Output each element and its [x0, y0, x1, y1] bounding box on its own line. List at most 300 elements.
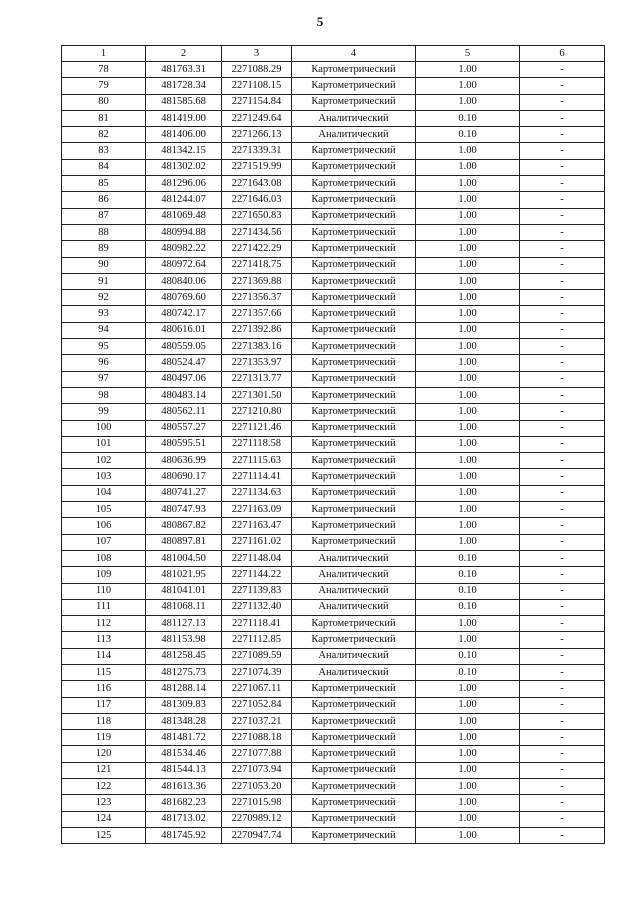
- table-row: [62, 355, 605, 371]
- table-row: [62, 224, 605, 240]
- y-coordinate-cell: 2271353.97: [222, 355, 292, 371]
- note-cell: -: [520, 339, 605, 355]
- method-cell: Картометрический: [292, 502, 416, 518]
- note-cell: -: [520, 224, 605, 240]
- y-coordinate-cell: 2271519.99: [222, 159, 292, 175]
- x-coordinate-cell: 480982.22: [146, 241, 222, 257]
- table-row: [62, 159, 605, 175]
- accuracy-cell: 0.10: [416, 110, 520, 126]
- x-coordinate-cell: 480636.99: [146, 453, 222, 469]
- accuracy-cell: 1.00: [416, 241, 520, 257]
- point-number-cell: 102: [62, 453, 146, 469]
- x-coordinate-cell: 481544.13: [146, 762, 222, 778]
- method-cell: Аналитический: [292, 664, 416, 680]
- accuracy-cell: 1.00: [416, 78, 520, 94]
- note-cell: -: [520, 648, 605, 664]
- point-number-cell: 119: [62, 730, 146, 746]
- table-row: [62, 404, 605, 420]
- point-number-cell: 104: [62, 485, 146, 501]
- method-cell: Картометрический: [292, 453, 416, 469]
- table-row: [62, 746, 605, 762]
- point-number-cell: 98: [62, 387, 146, 403]
- point-number-cell: 112: [62, 616, 146, 632]
- table-row: [62, 730, 605, 746]
- table-row: [62, 208, 605, 224]
- method-cell: Картометрический: [292, 616, 416, 632]
- method-cell: Картометрический: [292, 795, 416, 811]
- accuracy-cell: 1.00: [416, 306, 520, 322]
- method-cell: Картометрический: [292, 273, 416, 289]
- method-cell: Картометрический: [292, 534, 416, 550]
- accuracy-cell: 1.00: [416, 534, 520, 550]
- method-cell: Аналитический: [292, 599, 416, 615]
- header-cell: 2: [146, 46, 222, 62]
- method-cell: Аналитический: [292, 550, 416, 566]
- accuracy-cell: 1.00: [416, 730, 520, 746]
- note-cell: -: [520, 795, 605, 811]
- table-row: [62, 648, 605, 664]
- method-cell: Картометрический: [292, 192, 416, 208]
- note-cell: -: [520, 159, 605, 175]
- note-cell: -: [520, 827, 605, 843]
- table-header: [62, 46, 605, 62]
- method-cell: Картометрический: [292, 371, 416, 387]
- y-coordinate-cell: 2271121.46: [222, 420, 292, 436]
- point-number-cell: 118: [62, 713, 146, 729]
- accuracy-cell: 1.00: [416, 290, 520, 306]
- y-coordinate-cell: 2271053.20: [222, 779, 292, 795]
- header-cell: 4: [292, 46, 416, 62]
- x-coordinate-cell: 481613.36: [146, 779, 222, 795]
- point-number-cell: 125: [62, 827, 146, 843]
- point-number-cell: 109: [62, 567, 146, 583]
- table-row: [62, 436, 605, 452]
- x-coordinate-cell: 481713.02: [146, 811, 222, 827]
- table-row: [62, 762, 605, 778]
- x-coordinate-cell: 480897.81: [146, 534, 222, 550]
- method-cell: Аналитический: [292, 110, 416, 126]
- note-cell: -: [520, 485, 605, 501]
- note-cell: -: [520, 62, 605, 78]
- table-row: [62, 94, 605, 110]
- table-row: [62, 469, 605, 485]
- method-cell: Картометрический: [292, 241, 416, 257]
- x-coordinate-cell: 480595.51: [146, 436, 222, 452]
- note-cell: -: [520, 616, 605, 632]
- accuracy-cell: 1.00: [416, 355, 520, 371]
- x-coordinate-cell: 481419.00: [146, 110, 222, 126]
- x-coordinate-cell: 480972.64: [146, 257, 222, 273]
- note-cell: -: [520, 632, 605, 648]
- table-row: [62, 632, 605, 648]
- header-cell: 3: [222, 46, 292, 62]
- accuracy-cell: 0.10: [416, 550, 520, 566]
- x-coordinate-cell: 481275.73: [146, 664, 222, 680]
- x-coordinate-cell: 480867.82: [146, 518, 222, 534]
- y-coordinate-cell: 2271369.88: [222, 273, 292, 289]
- x-coordinate-cell: 480524.47: [146, 355, 222, 371]
- point-number-cell: 97: [62, 371, 146, 387]
- y-coordinate-cell: 2271115.63: [222, 453, 292, 469]
- point-number-cell: 117: [62, 697, 146, 713]
- x-coordinate-cell: 480483.14: [146, 387, 222, 403]
- note-cell: -: [520, 779, 605, 795]
- y-coordinate-cell: 2271210.80: [222, 404, 292, 420]
- note-cell: -: [520, 762, 605, 778]
- note-cell: -: [520, 241, 605, 257]
- y-coordinate-cell: 2271339.31: [222, 143, 292, 159]
- x-coordinate-cell: 480741.27: [146, 485, 222, 501]
- method-cell: Аналитический: [292, 567, 416, 583]
- header-row: [62, 46, 605, 62]
- table-row: [62, 371, 605, 387]
- point-number-cell: 106: [62, 518, 146, 534]
- method-cell: Картометрический: [292, 224, 416, 240]
- point-number-cell: 92: [62, 290, 146, 306]
- method-cell: Картометрический: [292, 681, 416, 697]
- x-coordinate-cell: 481534.46: [146, 746, 222, 762]
- method-cell: Картометрический: [292, 404, 416, 420]
- accuracy-cell: 0.10: [416, 648, 520, 664]
- x-coordinate-cell: 481041.01: [146, 583, 222, 599]
- table-row: [62, 143, 605, 159]
- point-number-cell: 107: [62, 534, 146, 550]
- accuracy-cell: 1.00: [416, 143, 520, 159]
- x-coordinate-cell: 481068.11: [146, 599, 222, 615]
- method-cell: Картометрический: [292, 355, 416, 371]
- table-row: [62, 420, 605, 436]
- point-number-cell: 103: [62, 469, 146, 485]
- x-coordinate-cell: 481348.28: [146, 713, 222, 729]
- table-row: [62, 502, 605, 518]
- accuracy-cell: 1.00: [416, 62, 520, 78]
- accuracy-cell: 1.00: [416, 518, 520, 534]
- table-row: [62, 192, 605, 208]
- y-coordinate-cell: 2271163.47: [222, 518, 292, 534]
- y-coordinate-cell: 2271089.59: [222, 648, 292, 664]
- accuracy-cell: 1.00: [416, 762, 520, 778]
- y-coordinate-cell: 2271301.50: [222, 387, 292, 403]
- table-row: [62, 518, 605, 534]
- x-coordinate-cell: 481296.06: [146, 176, 222, 192]
- y-coordinate-cell: 2271161.02: [222, 534, 292, 550]
- method-cell: Картометрический: [292, 339, 416, 355]
- table-row: [62, 485, 605, 501]
- point-number-cell: 80: [62, 94, 146, 110]
- note-cell: -: [520, 681, 605, 697]
- point-number-cell: 89: [62, 241, 146, 257]
- note-cell: -: [520, 453, 605, 469]
- accuracy-cell: 1.00: [416, 159, 520, 175]
- note-cell: -: [520, 713, 605, 729]
- x-coordinate-cell: 481728.34: [146, 78, 222, 94]
- table-row: [62, 290, 605, 306]
- y-coordinate-cell: 2271112.85: [222, 632, 292, 648]
- table-row: [62, 322, 605, 338]
- note-cell: -: [520, 273, 605, 289]
- method-cell: Картометрический: [292, 420, 416, 436]
- y-coordinate-cell: 2271015.98: [222, 795, 292, 811]
- table-row: [62, 795, 605, 811]
- table-row: [62, 78, 605, 94]
- table-row: [62, 127, 605, 143]
- method-cell: Картометрический: [292, 827, 416, 843]
- x-coordinate-cell: 481309.83: [146, 697, 222, 713]
- x-coordinate-cell: 480562.11: [146, 404, 222, 420]
- y-coordinate-cell: 2271088.18: [222, 730, 292, 746]
- table-row: [62, 583, 605, 599]
- method-cell: Картометрический: [292, 159, 416, 175]
- method-cell: Картометрический: [292, 730, 416, 746]
- point-number-cell: 111: [62, 599, 146, 615]
- y-coordinate-cell: 2271249.64: [222, 110, 292, 126]
- accuracy-cell: 1.00: [416, 208, 520, 224]
- point-number-cell: 115: [62, 664, 146, 680]
- accuracy-cell: 1.00: [416, 224, 520, 240]
- coordinates-table: [61, 45, 605, 844]
- y-coordinate-cell: 2271052.84: [222, 697, 292, 713]
- note-cell: -: [520, 469, 605, 485]
- accuracy-cell: 1.00: [416, 257, 520, 273]
- y-coordinate-cell: 2271154.84: [222, 94, 292, 110]
- note-cell: -: [520, 583, 605, 599]
- y-coordinate-cell: 2271383.16: [222, 339, 292, 355]
- point-number-cell: 82: [62, 127, 146, 143]
- accuracy-cell: 0.10: [416, 127, 520, 143]
- note-cell: -: [520, 404, 605, 420]
- header-cell: 6: [520, 46, 605, 62]
- point-number-cell: 124: [62, 811, 146, 827]
- x-coordinate-cell: 480497.06: [146, 371, 222, 387]
- method-cell: Картометрический: [292, 176, 416, 192]
- y-coordinate-cell: 2271074.39: [222, 664, 292, 680]
- table-row: [62, 779, 605, 795]
- point-number-cell: 122: [62, 779, 146, 795]
- note-cell: -: [520, 290, 605, 306]
- accuracy-cell: 1.00: [416, 681, 520, 697]
- x-coordinate-cell: 480994.88: [146, 224, 222, 240]
- note-cell: -: [520, 208, 605, 224]
- x-coordinate-cell: 481288.14: [146, 681, 222, 697]
- x-coordinate-cell: 481021.95: [146, 567, 222, 583]
- point-number-cell: 94: [62, 322, 146, 338]
- note-cell: -: [520, 811, 605, 827]
- point-number-cell: 85: [62, 176, 146, 192]
- method-cell: Картометрический: [292, 290, 416, 306]
- point-number-cell: 101: [62, 436, 146, 452]
- point-number-cell: 86: [62, 192, 146, 208]
- x-coordinate-cell: 481481.72: [146, 730, 222, 746]
- note-cell: -: [520, 192, 605, 208]
- note-cell: -: [520, 143, 605, 159]
- note-cell: -: [520, 746, 605, 762]
- method-cell: Картометрический: [292, 697, 416, 713]
- y-coordinate-cell: 2270947.74: [222, 827, 292, 843]
- note-cell: -: [520, 730, 605, 746]
- y-coordinate-cell: 2271118.41: [222, 616, 292, 632]
- point-number-cell: 79: [62, 78, 146, 94]
- method-cell: Картометрический: [292, 143, 416, 159]
- point-number-cell: 84: [62, 159, 146, 175]
- table-row: [62, 453, 605, 469]
- point-number-cell: 78: [62, 62, 146, 78]
- method-cell: Картометрический: [292, 713, 416, 729]
- table-row: [62, 534, 605, 550]
- x-coordinate-cell: 481069.48: [146, 208, 222, 224]
- method-cell: Картометрический: [292, 436, 416, 452]
- note-cell: -: [520, 355, 605, 371]
- y-coordinate-cell: 2271266.13: [222, 127, 292, 143]
- y-coordinate-cell: 2271313.77: [222, 371, 292, 387]
- y-coordinate-cell: 2271356.37: [222, 290, 292, 306]
- point-number-cell: 83: [62, 143, 146, 159]
- note-cell: -: [520, 94, 605, 110]
- table-row: [62, 62, 605, 78]
- accuracy-cell: 1.00: [416, 485, 520, 501]
- table-row: [62, 616, 605, 632]
- accuracy-cell: 1.00: [416, 453, 520, 469]
- accuracy-cell: 1.00: [416, 273, 520, 289]
- note-cell: -: [520, 436, 605, 452]
- point-number-cell: 120: [62, 746, 146, 762]
- point-number-cell: 87: [62, 208, 146, 224]
- x-coordinate-cell: 481127.13: [146, 616, 222, 632]
- accuracy-cell: 1.00: [416, 176, 520, 192]
- x-coordinate-cell: 481682.23: [146, 795, 222, 811]
- point-number-cell: 123: [62, 795, 146, 811]
- note-cell: -: [520, 127, 605, 143]
- x-coordinate-cell: 481244.07: [146, 192, 222, 208]
- x-coordinate-cell: 480559.05: [146, 339, 222, 355]
- y-coordinate-cell: 2271434.56: [222, 224, 292, 240]
- accuracy-cell: 1.00: [416, 502, 520, 518]
- note-cell: -: [520, 697, 605, 713]
- x-coordinate-cell: 481342.15: [146, 143, 222, 159]
- method-cell: Аналитический: [292, 583, 416, 599]
- method-cell: Картометрический: [292, 94, 416, 110]
- note-cell: -: [520, 567, 605, 583]
- y-coordinate-cell: 2271067.11: [222, 681, 292, 697]
- accuracy-cell: 1.00: [416, 616, 520, 632]
- accuracy-cell: 1.00: [416, 94, 520, 110]
- x-coordinate-cell: 481406.00: [146, 127, 222, 143]
- accuracy-cell: 1.00: [416, 811, 520, 827]
- accuracy-cell: 1.00: [416, 697, 520, 713]
- point-number-cell: 100: [62, 420, 146, 436]
- accuracy-cell: 1.00: [416, 371, 520, 387]
- x-coordinate-cell: 481004.50: [146, 550, 222, 566]
- point-number-cell: 91: [62, 273, 146, 289]
- table-row: [62, 713, 605, 729]
- accuracy-cell: 0.10: [416, 664, 520, 680]
- method-cell: Картометрический: [292, 485, 416, 501]
- note-cell: -: [520, 110, 605, 126]
- y-coordinate-cell: 2271134.63: [222, 485, 292, 501]
- accuracy-cell: 0.10: [416, 583, 520, 599]
- method-cell: Картометрический: [292, 746, 416, 762]
- table-row: [62, 550, 605, 566]
- accuracy-cell: 0.10: [416, 599, 520, 615]
- accuracy-cell: 1.00: [416, 746, 520, 762]
- note-cell: -: [520, 78, 605, 94]
- point-number-cell: 121: [62, 762, 146, 778]
- x-coordinate-cell: 481745.92: [146, 827, 222, 843]
- y-coordinate-cell: 2271418.75: [222, 257, 292, 273]
- y-coordinate-cell: 2271163.09: [222, 502, 292, 518]
- accuracy-cell: 1.00: [416, 469, 520, 485]
- x-coordinate-cell: 480840.06: [146, 273, 222, 289]
- y-coordinate-cell: 2271646.03: [222, 192, 292, 208]
- y-coordinate-cell: 2271392.86: [222, 322, 292, 338]
- x-coordinate-cell: 480616.01: [146, 322, 222, 338]
- point-number-cell: 113: [62, 632, 146, 648]
- accuracy-cell: 1.00: [416, 713, 520, 729]
- method-cell: Аналитический: [292, 127, 416, 143]
- note-cell: -: [520, 257, 605, 273]
- method-cell: Картометрический: [292, 387, 416, 403]
- y-coordinate-cell: 2271148.04: [222, 550, 292, 566]
- point-number-cell: 114: [62, 648, 146, 664]
- note-cell: -: [520, 371, 605, 387]
- note-cell: -: [520, 534, 605, 550]
- y-coordinate-cell: 2271144.22: [222, 567, 292, 583]
- table-row: [62, 811, 605, 827]
- y-coordinate-cell: 2271132.40: [222, 599, 292, 615]
- note-cell: -: [520, 502, 605, 518]
- table-row: [62, 257, 605, 273]
- method-cell: Картометрический: [292, 257, 416, 273]
- table-row: [62, 681, 605, 697]
- x-coordinate-cell: 480747.93: [146, 502, 222, 518]
- y-coordinate-cell: 2271073.94: [222, 762, 292, 778]
- method-cell: Картометрический: [292, 306, 416, 322]
- table-row: [62, 599, 605, 615]
- note-cell: -: [520, 664, 605, 680]
- method-cell: Картометрический: [292, 78, 416, 94]
- table-row: [62, 273, 605, 289]
- y-coordinate-cell: 2271037.21: [222, 713, 292, 729]
- y-coordinate-cell: 2271108.15: [222, 78, 292, 94]
- x-coordinate-cell: 481153.98: [146, 632, 222, 648]
- table-row: [62, 697, 605, 713]
- accuracy-cell: 1.00: [416, 339, 520, 355]
- point-number-cell: 90: [62, 257, 146, 273]
- method-cell: Картометрический: [292, 811, 416, 827]
- table-row: [62, 110, 605, 126]
- x-coordinate-cell: 480769.60: [146, 290, 222, 306]
- note-cell: -: [520, 599, 605, 615]
- table-row: [62, 827, 605, 843]
- note-cell: -: [520, 387, 605, 403]
- table-row: [62, 664, 605, 680]
- method-cell: Картометрический: [292, 779, 416, 795]
- y-coordinate-cell: 2270989.12: [222, 811, 292, 827]
- y-coordinate-cell: 2271422.29: [222, 241, 292, 257]
- point-number-cell: 96: [62, 355, 146, 371]
- accuracy-cell: 1.00: [416, 404, 520, 420]
- table-row: [62, 306, 605, 322]
- note-cell: -: [520, 420, 605, 436]
- method-cell: Картометрический: [292, 208, 416, 224]
- table-row: [62, 387, 605, 403]
- note-cell: -: [520, 322, 605, 338]
- point-number-cell: 95: [62, 339, 146, 355]
- note-cell: -: [520, 518, 605, 534]
- x-coordinate-cell: 481302.02: [146, 159, 222, 175]
- y-coordinate-cell: 2271088.29: [222, 62, 292, 78]
- table-row: [62, 241, 605, 257]
- method-cell: Картометрический: [292, 762, 416, 778]
